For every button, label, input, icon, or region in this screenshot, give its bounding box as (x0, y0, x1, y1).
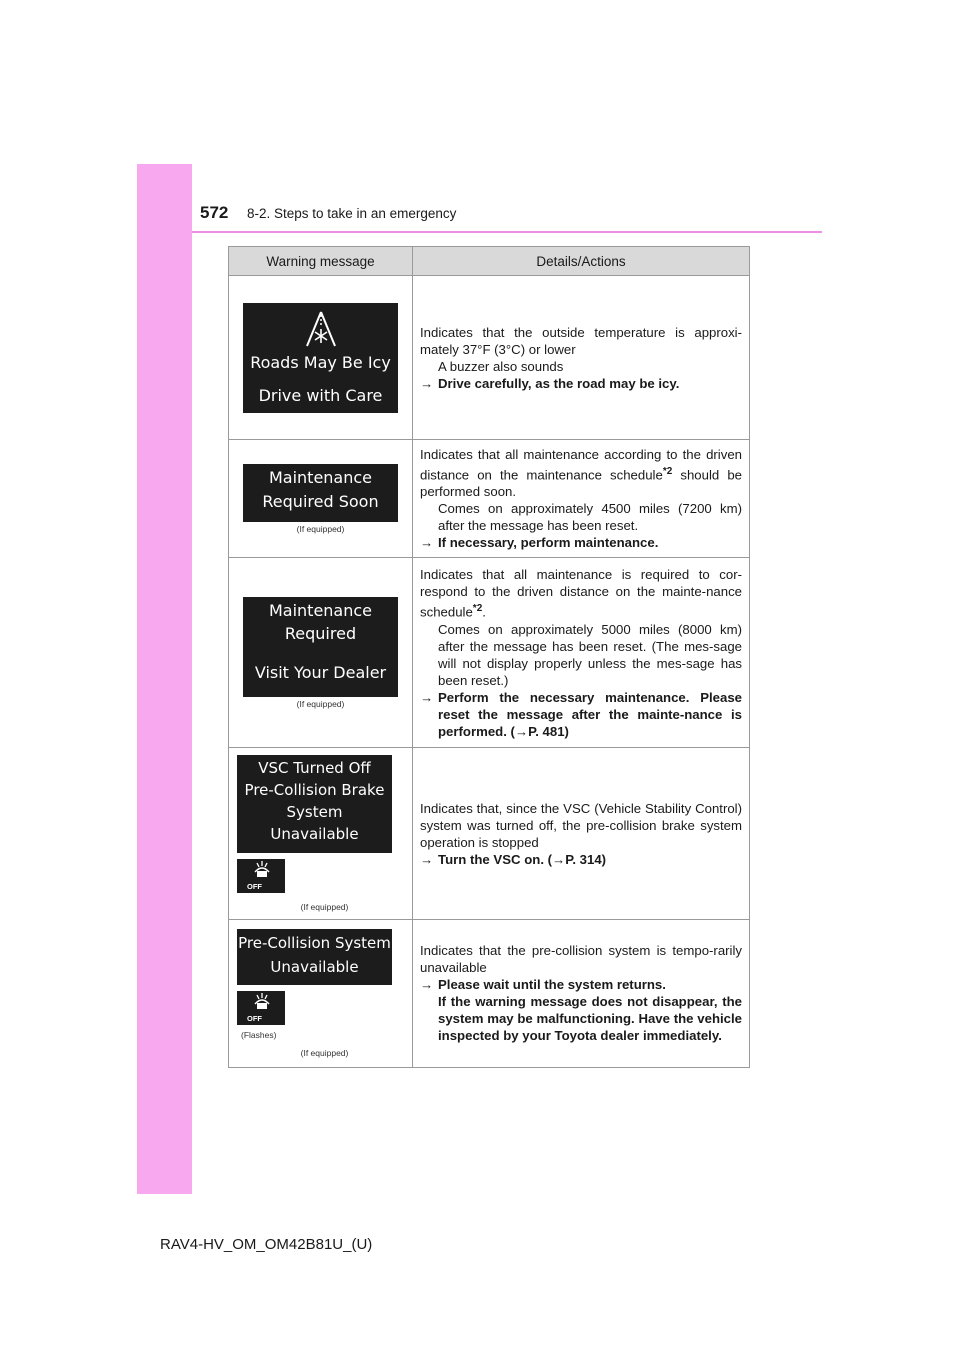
action (420, 976, 742, 993)
display-line2: Required (284, 623, 357, 643)
description-tail: . (482, 604, 486, 620)
if-equipped-label: (If equipped) (300, 1048, 349, 1059)
display-line1: VSC Turned Off (258, 759, 371, 778)
display-line1: Pre-Collision System (238, 934, 391, 953)
display-line1: Maintenance (268, 467, 373, 487)
display-line2: Pre-Collision Brake (244, 781, 385, 800)
display-line4: Unavailable (270, 825, 359, 844)
details-cell (413, 276, 750, 440)
description (420, 446, 742, 500)
display-line3: Visit Your Dealer (254, 662, 387, 682)
action (420, 534, 742, 551)
side-tab-bar (137, 164, 192, 1194)
description-tail: should be performed soon. (420, 467, 743, 500)
warning-cell (229, 920, 413, 1068)
footnote-mark: *2 (472, 603, 483, 615)
action (420, 851, 742, 868)
table-row (229, 920, 750, 1068)
note: Comes on approximately 5000 miles (8000 km) after the message has been reset. (The mes-sage will not display properly unless the mes-sage has been reset.) (438, 621, 742, 688)
arrow-icon: → (420, 375, 434, 391)
warning-cell (229, 558, 413, 748)
action-text: Please wait until the system returns. (438, 977, 666, 993)
description-text: Indicates that all maintenance according to the driven distance on the maintenance schedule (420, 447, 742, 483)
table-row (229, 276, 750, 440)
display-pcs-unavailable (237, 929, 392, 985)
document-code: RAV4-HV_OM_OM42B81U_(U) (160, 1236, 373, 1253)
action-text: Perform the necessary maintenance. Please reset the message after the mainte-nance is performed. (→P. 481) (438, 689, 742, 739)
arrow-icon: → (420, 851, 434, 867)
footnote-mark: *2 (662, 466, 673, 477)
action (420, 375, 742, 392)
table-row (229, 748, 750, 920)
icon-off-label: OFF (247, 1014, 262, 1024)
ice-warning-icon (301, 309, 341, 349)
arrow-icon: → (420, 689, 434, 705)
arrow-icon: → (420, 977, 434, 993)
display-line1: Maintenance (268, 600, 373, 620)
details-cell (413, 748, 750, 920)
details-cell (413, 440, 750, 558)
table-header-row (229, 247, 750, 276)
display-line2: Drive with Care (258, 385, 383, 405)
details-cell (413, 920, 750, 1068)
display-line2: Unavailable (270, 958, 359, 977)
description: Indicates that the pre-collision system is tempo-rarily unavailable (420, 943, 742, 976)
display-maintenance-required (243, 597, 398, 697)
header-rule (192, 231, 822, 233)
action-text: Drive carefully, as the road may be icy. (438, 375, 680, 391)
page-number: 572 (200, 203, 229, 222)
description (420, 566, 742, 620)
warning-table (228, 246, 750, 1068)
description-text: Indicates that all maintenance is required to cor-respond to the driven distance on the mainte-nance schedule (420, 567, 742, 620)
note: A buzzer also sounds (438, 358, 564, 374)
collision-icon (247, 992, 277, 1014)
pcs-off-icon (237, 991, 285, 1025)
note: Comes on approximately 4500 miles (7200 km) after the message has been reset. (438, 501, 742, 534)
pcs-off-icon (237, 859, 285, 893)
display-line3: System (286, 803, 343, 822)
if-equipped-label: (If equipped) (300, 902, 349, 913)
if-equipped-label: (If equipped) (296, 523, 345, 534)
description: Indicates that, since the VSC (Vehicle Stability Control) system was turned off, the pre-collision brake system operation is stopped (420, 800, 742, 850)
description: Indicates that the outside temperature is approxi-mately 37°F (3°C) or lower (420, 324, 742, 357)
arrow-icon: → (420, 535, 434, 551)
if-equipped-label: (If equipped) (296, 698, 345, 709)
display-maintenance-soon (243, 464, 398, 522)
display-vsc-off (237, 755, 392, 853)
icon-off-label: OFF (247, 882, 262, 892)
collision-icon (247, 860, 277, 882)
warning-cell (229, 276, 413, 440)
flashes-label: (Flashes) (241, 1030, 277, 1041)
table-row (229, 558, 750, 748)
action-text: If necessary, perform maintenance. (438, 535, 659, 551)
section-title: 8-2. Steps to take in an emergency (247, 206, 457, 221)
action (420, 689, 742, 740)
col-header-warning: Warning message (229, 247, 413, 276)
display-line2: Required Soon (262, 491, 379, 511)
table-row (229, 440, 750, 558)
action-note: If the warning message does not disappear, the system may be malfunctioning. Have the vehicle inspected by your Toyota dealer immediately. (438, 994, 742, 1044)
warning-cell (229, 748, 413, 920)
col-header-details: Details/Actions (413, 247, 750, 276)
warning-cell (229, 440, 413, 558)
display-line1: Roads May Be Icy (250, 352, 391, 372)
display-roads-icy (243, 303, 398, 413)
details-cell (413, 558, 750, 748)
action-text: Turn the VSC on. (→P. 314) (438, 851, 607, 867)
